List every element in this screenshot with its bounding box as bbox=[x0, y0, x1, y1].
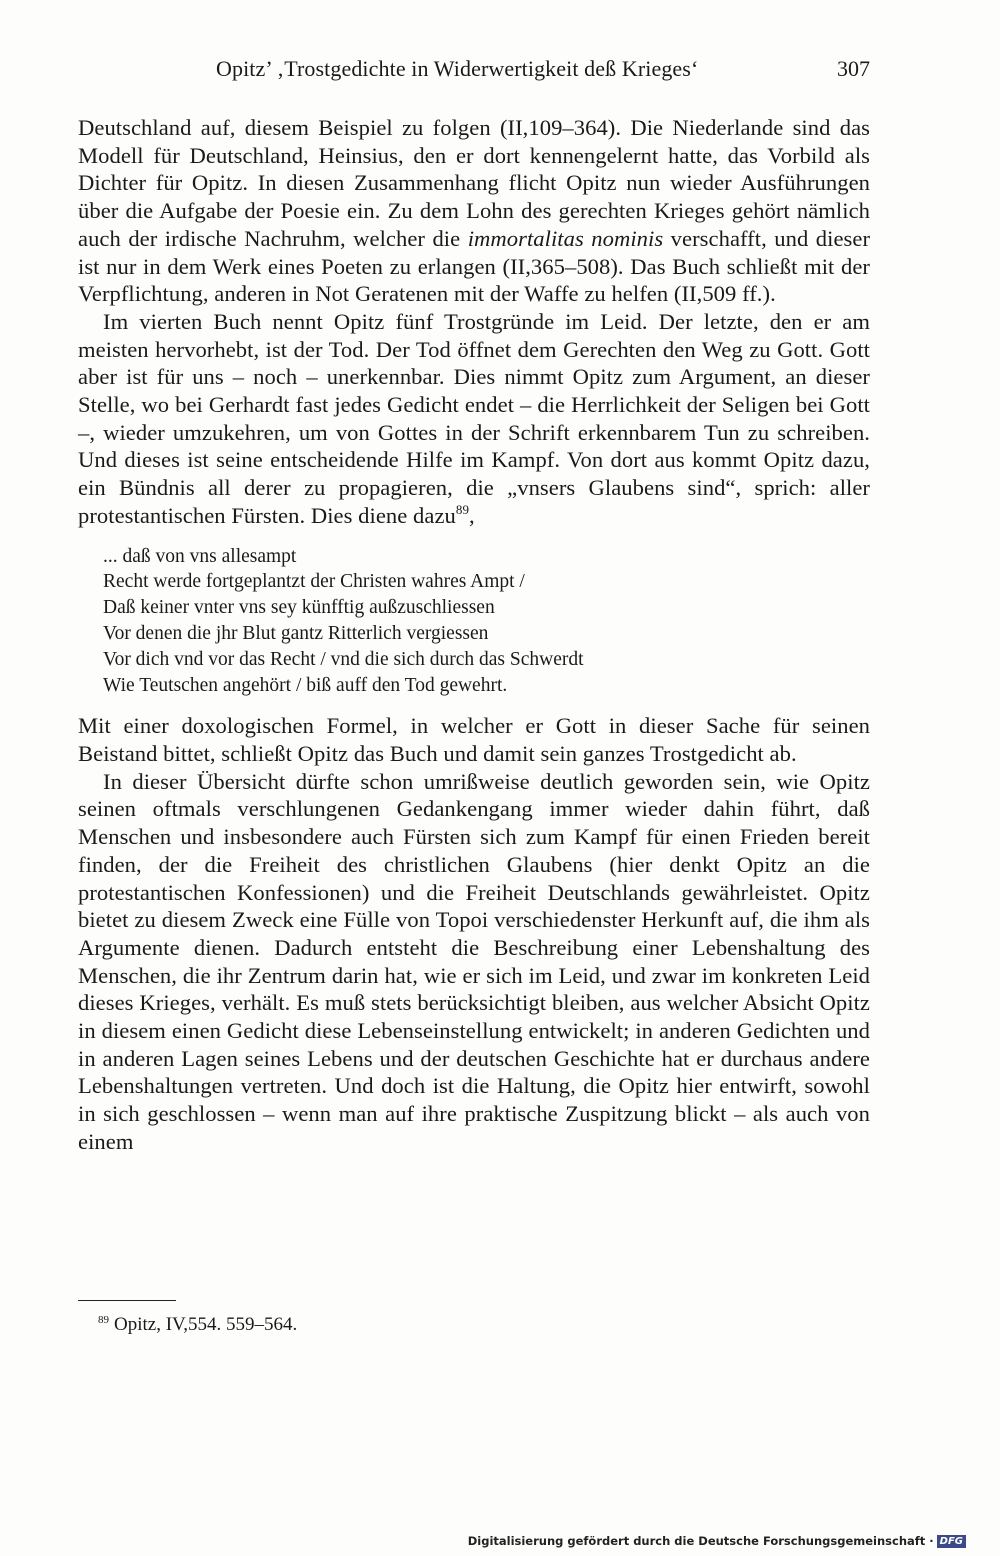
paragraph-3: Mit einer doxologischen Formel, in welcher er Gott in dieser Sache für seinen Beistand bittet, schließt Opitz das Buch und damit sein ganzes Trostgedicht ab. bbox=[78, 713, 870, 767]
paragraph-1 bbox=[78, 114, 870, 308]
paragraph-2-tail: , bbox=[469, 502, 475, 528]
quote-line: Daß keiner vnter vns sey künfftig außzuschliessen bbox=[103, 597, 495, 619]
paragraph-1-italic: immortalitas nominis bbox=[467, 225, 664, 251]
quote-line: Vor denen die jhr Blut gantz Ritterlich vergiessen bbox=[103, 622, 489, 644]
footnote bbox=[98, 1314, 297, 1336]
page-number: 307 bbox=[837, 56, 870, 81]
quote-line: ... daß von vns allesampt bbox=[103, 545, 297, 567]
block-quote bbox=[103, 544, 870, 699]
quote-line: Wie Teutschen angehört / biß auff den Tod gewehrt. bbox=[103, 674, 508, 696]
footnote-divider bbox=[78, 1300, 176, 1301]
paragraph-1-text: Deutschland auf, diesem Beispiel zu folgen (II,109–364). Die Niederlande sind das Modell für Deutschland, Heinsius, den er dort kennengelernt hatte, das Vorbild als Dichter für Opitz. In diesen Zusammenhang flicht Opitz nun wieder Ausführungen über die Aufgabe der Poesie ein. Zu dem Lohn des gerechten Krieges gehört nämlich auch der irdische Nachruhm, welcher die bbox=[78, 115, 870, 251]
quote-line: Vor dich vnd vor das Recht / vnd die sich durch das Schwerdt bbox=[103, 648, 584, 670]
paragraph-1-tail: verschafft, und dieser ist nur in dem Werk eines Poeten zu erlangen (II,365–508). Das Buch schließt mit der Verpflichtung, anderen in Not Geratenen mit der Waffe zu helfen (II,509 ff.). bbox=[78, 225, 871, 307]
paragraph-4: In dieser Übersicht dürfte schon umrißweise deutlich geworden sein, wie Opitz seinen oftmals verschlungenen Gedankengang immer wieder dahin führt, daß Menschen und insbesondere auch Fürsten sich zum Kampf für einen Frieden bereit finden, der die Freiheit des christlichen Glaubens (hier denkt Opitz an die protestantischen Konfessionen) und die Freiheit Deutschlands gewährleistet. Opitz bietet zu diesem Zweck eine Fülle von Topoi verschiedenster Herkunft auf, die ihm als Argumente dienen. Dadurch entsteht die Beschreibung einer Lebenshaltung des Menschen, die ihr Zentrum darin hat, wie er sich im Leid, und zwar im konkreten Leid dieses Krieges, verhält. Es muß stets berücksichtigt bleiben, aus welcher Absicht Opitz in diesem einen Gedicht diese Lebenseinstellung entwickelt; in anderen Gedichten und in anderen Lagen seines Lebens und der deutschen Geschichte hat er durchaus andere Lebenshaltungen vertreten. Und doch ist die Haltung, die Opitz hier entwirft, sowohl in sich geschlossen – wenn man auf ihre praktische Zuspitzung blickt – als auch von einem bbox=[78, 768, 870, 1154]
footnote-mark: 89 bbox=[98, 1314, 109, 1326]
main-text bbox=[78, 114, 870, 1156]
footnote-text: Opitz, IV,554. 559–564. bbox=[114, 1314, 298, 1335]
paragraph-2 bbox=[78, 308, 870, 530]
paragraph-2-text: Im vierten Buch nennt Opitz fünf Trostgründe im Leid. Der letzte, den er am meisten hervorhebt, ist der Tod. Der Tod öffnet dem Gerechten den Weg zu Gott. Gott aber ist für uns – noch – unerkennbar. Dies nimmt Opitz zum Argument, an dieser Stelle, wo bei Gerhardt fast jedes Gedicht endet – die Herrlichkeit der Seligen bei Gott –, wieder umzukehren, um von Gottes in der Schrift erkennbarem Tun zu schreiben. Und dieses ist seine entscheidende Hilfe im Kampf. Von dort aus kommt Opitz dazu, ein Bündnis all derer zu propagieren, die „vnsers Glaubens sind“, sprich: aller protestantischen Fürsten. Dies diene dazu bbox=[78, 308, 870, 528]
digitization-credit bbox=[468, 1534, 966, 1548]
credit-text: Digitalisierung gefördert durch die Deutsche Forschungsgemeinschaft · bbox=[467, 1534, 934, 1548]
running-title: Opitz’ ‚Trostgedichte in Widerwertigkeit deß Krieges‘ bbox=[216, 56, 699, 81]
dfg-logo: DFG bbox=[937, 1535, 966, 1548]
quote-line: Recht werde fortgeplantzt der Christen wahres Ampt / bbox=[103, 571, 525, 593]
running-header bbox=[78, 56, 870, 92]
footnote-reference: 89 bbox=[455, 501, 469, 517]
